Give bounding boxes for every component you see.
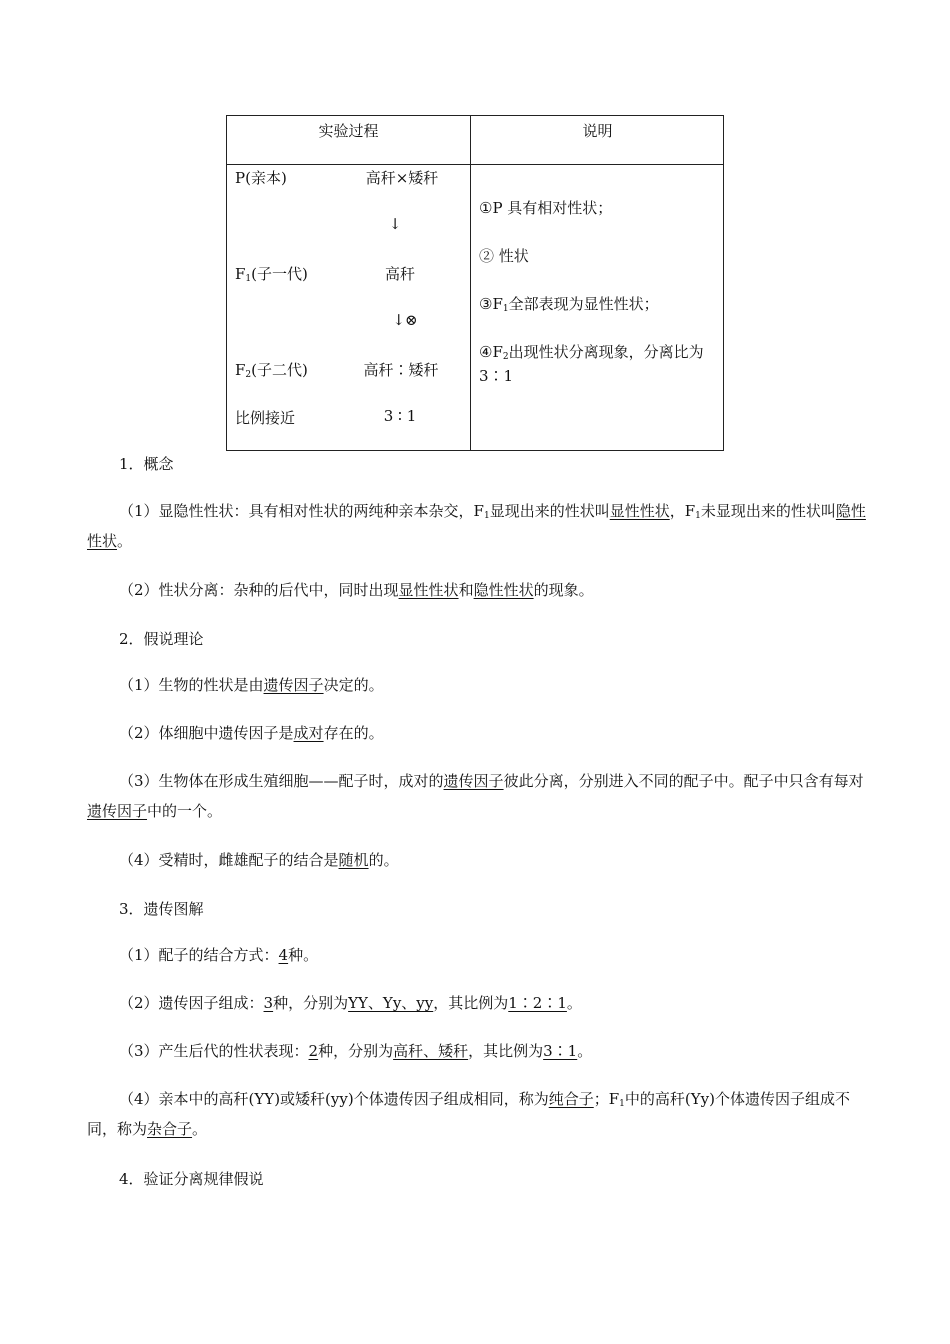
text: 。 — [117, 532, 133, 550]
note-3-sub: 1 — [502, 304, 509, 314]
answer-dominant-trait: 显性性状 — [398, 581, 459, 599]
text: 种，分别为 — [318, 1042, 394, 1060]
text: （1）生物的性状是由 — [119, 676, 264, 694]
f1-label-f: F — [235, 265, 246, 283]
table-header-divider — [227, 164, 723, 165]
experiment-table — [226, 115, 724, 451]
subscript: 1 — [483, 511, 490, 521]
text: 决定的。 — [323, 676, 384, 694]
note-2: ② 性状 — [479, 247, 529, 265]
f1-label-sub: 1 — [245, 274, 252, 284]
text: 的现象。 — [533, 581, 594, 599]
answer-phenotypes: 高秆、矮秆 — [393, 1042, 469, 1060]
text: （3）生物体在形成生殖细胞——配子时，成对的 — [119, 772, 444, 790]
s2-paragraph-4 — [87, 845, 867, 875]
text: ，其比例为 — [433, 994, 509, 1012]
answer-recessive-trait: 隐性性状 — [87, 502, 866, 550]
note-3-post: 全部表现为显性性状； — [508, 295, 659, 313]
header-experiment-process: 实验过程 — [318, 122, 379, 140]
text: （1）配子的结合方式： — [119, 946, 279, 964]
answer-homozygote: 纯合子 — [548, 1090, 594, 1108]
answer-genetic-factor: 遗传因子 — [443, 772, 504, 790]
subscript: 1 — [695, 511, 701, 521]
text: 。 — [566, 994, 582, 1012]
answer-dominant-trait: 显性性状 — [609, 502, 670, 520]
s1-paragraph-2 — [87, 575, 867, 605]
section-1-title: 1．概念 — [119, 455, 174, 473]
ratio-value: 3 ∶ 1 — [383, 407, 417, 425]
answer-genotypes: YY、Yy、yy — [348, 994, 434, 1012]
text: （1）显隐性性状：具有相对性状的两纯种亲本杂交，F — [119, 502, 484, 520]
answer-random: 随机 — [338, 851, 369, 869]
s3-paragraph-3 — [87, 1036, 867, 1066]
section-4-title: 4．验证分离规律假说 — [119, 1170, 264, 1188]
s3-paragraph-1 — [87, 940, 867, 970]
text: 种，分别为 — [273, 994, 349, 1012]
text: 未显现出来的性状叫 — [700, 502, 836, 520]
note-4-pre: ④F — [479, 343, 503, 361]
text: ；F — [593, 1090, 620, 1108]
text: 的。 — [368, 851, 399, 869]
answer-phenotype-count: 2 — [308, 1042, 319, 1060]
text: 显现出来的性状叫 — [489, 502, 610, 520]
text: 存在的。 — [323, 724, 384, 742]
text: 。 — [192, 1120, 208, 1138]
arrow-selfing: ↓⊗ — [392, 311, 418, 329]
text: ，其比例为 — [468, 1042, 544, 1060]
note-1: ①P 具有相对性状； — [479, 199, 613, 217]
text: （4）受精时，雌雄配子的结合是 — [119, 851, 339, 869]
text: （2）性状分离：杂种的后代中，同时出现 — [119, 581, 399, 599]
table-column-divider — [470, 116, 471, 450]
text: 中的高秆(Yy)个体遗传因子组成不同，称为 — [87, 1090, 850, 1138]
p-label: P(亲本) — [235, 169, 287, 187]
s2-paragraph-3 — [87, 766, 867, 826]
f2-value: 高秆∶矮秆 — [363, 361, 439, 379]
section-3-title: 3．遗传图解 — [119, 900, 204, 918]
text: （2）体细胞中遗传因子是 — [119, 724, 294, 742]
f2-label-sub: 2 — [245, 370, 252, 380]
answer-heterozygote: 杂合子 — [147, 1120, 193, 1138]
subscript: 1 — [619, 1099, 625, 1109]
s3-paragraph-4 — [87, 1084, 867, 1144]
text: 种。 — [288, 946, 319, 964]
answer-paired: 成对 — [293, 724, 324, 742]
s1-paragraph-1 — [87, 496, 867, 556]
answer-genotype-ratio: 1∶2∶1 — [508, 994, 567, 1012]
note-3-pre: ③F — [479, 295, 503, 313]
text: （3）产生后代的性状表现： — [119, 1042, 309, 1060]
f2-label-text: (子二代) — [251, 361, 308, 379]
answer-genetic-factor: 遗传因子 — [87, 802, 148, 820]
f1-value: 高秆 — [384, 265, 415, 283]
note-3 — [479, 292, 719, 316]
s3-paragraph-2 — [87, 988, 867, 1018]
f2-label — [235, 359, 308, 380]
f1-label — [235, 263, 308, 284]
text: 和 — [458, 581, 474, 599]
text: 彼此分离，分别进入不同的配子中。配子中只含有每对 — [503, 772, 864, 790]
answer-genetic-factor: 遗传因子 — [263, 676, 324, 694]
note-4-sub: 2 — [502, 352, 509, 362]
text: 中的一个。 — [147, 802, 223, 820]
answer-phenotype-ratio: 3∶1 — [543, 1042, 578, 1060]
p-cross: 高秆×矮秆 — [365, 169, 439, 187]
answer-combination-count: 4 — [278, 946, 289, 964]
note-4-post: 出现性状分离现象，分离比为3∶1 — [479, 343, 704, 385]
answer-recessive-trait: 隐性性状 — [473, 581, 534, 599]
ratio-label: 比例接近 — [235, 409, 296, 427]
header-explanation: 说明 — [582, 122, 613, 140]
text: （4）亲本中的高秆(YY)或矮秆(yy)个体遗传因子组成相同，称为 — [119, 1090, 549, 1108]
section-2-title: 2．假说理论 — [119, 630, 204, 648]
note-4 — [479, 340, 719, 388]
f1-label-text: (子一代) — [251, 265, 308, 283]
arrow-down-1: ↓ — [388, 215, 402, 233]
text: ，F — [669, 502, 696, 520]
answer-genotype-count: 3 — [263, 994, 274, 1012]
text: （2）遗传因子组成： — [119, 994, 264, 1012]
s2-paragraph-2 — [87, 718, 867, 748]
s2-paragraph-1 — [87, 670, 867, 700]
text: 。 — [577, 1042, 593, 1060]
f2-label-f: F — [235, 361, 246, 379]
